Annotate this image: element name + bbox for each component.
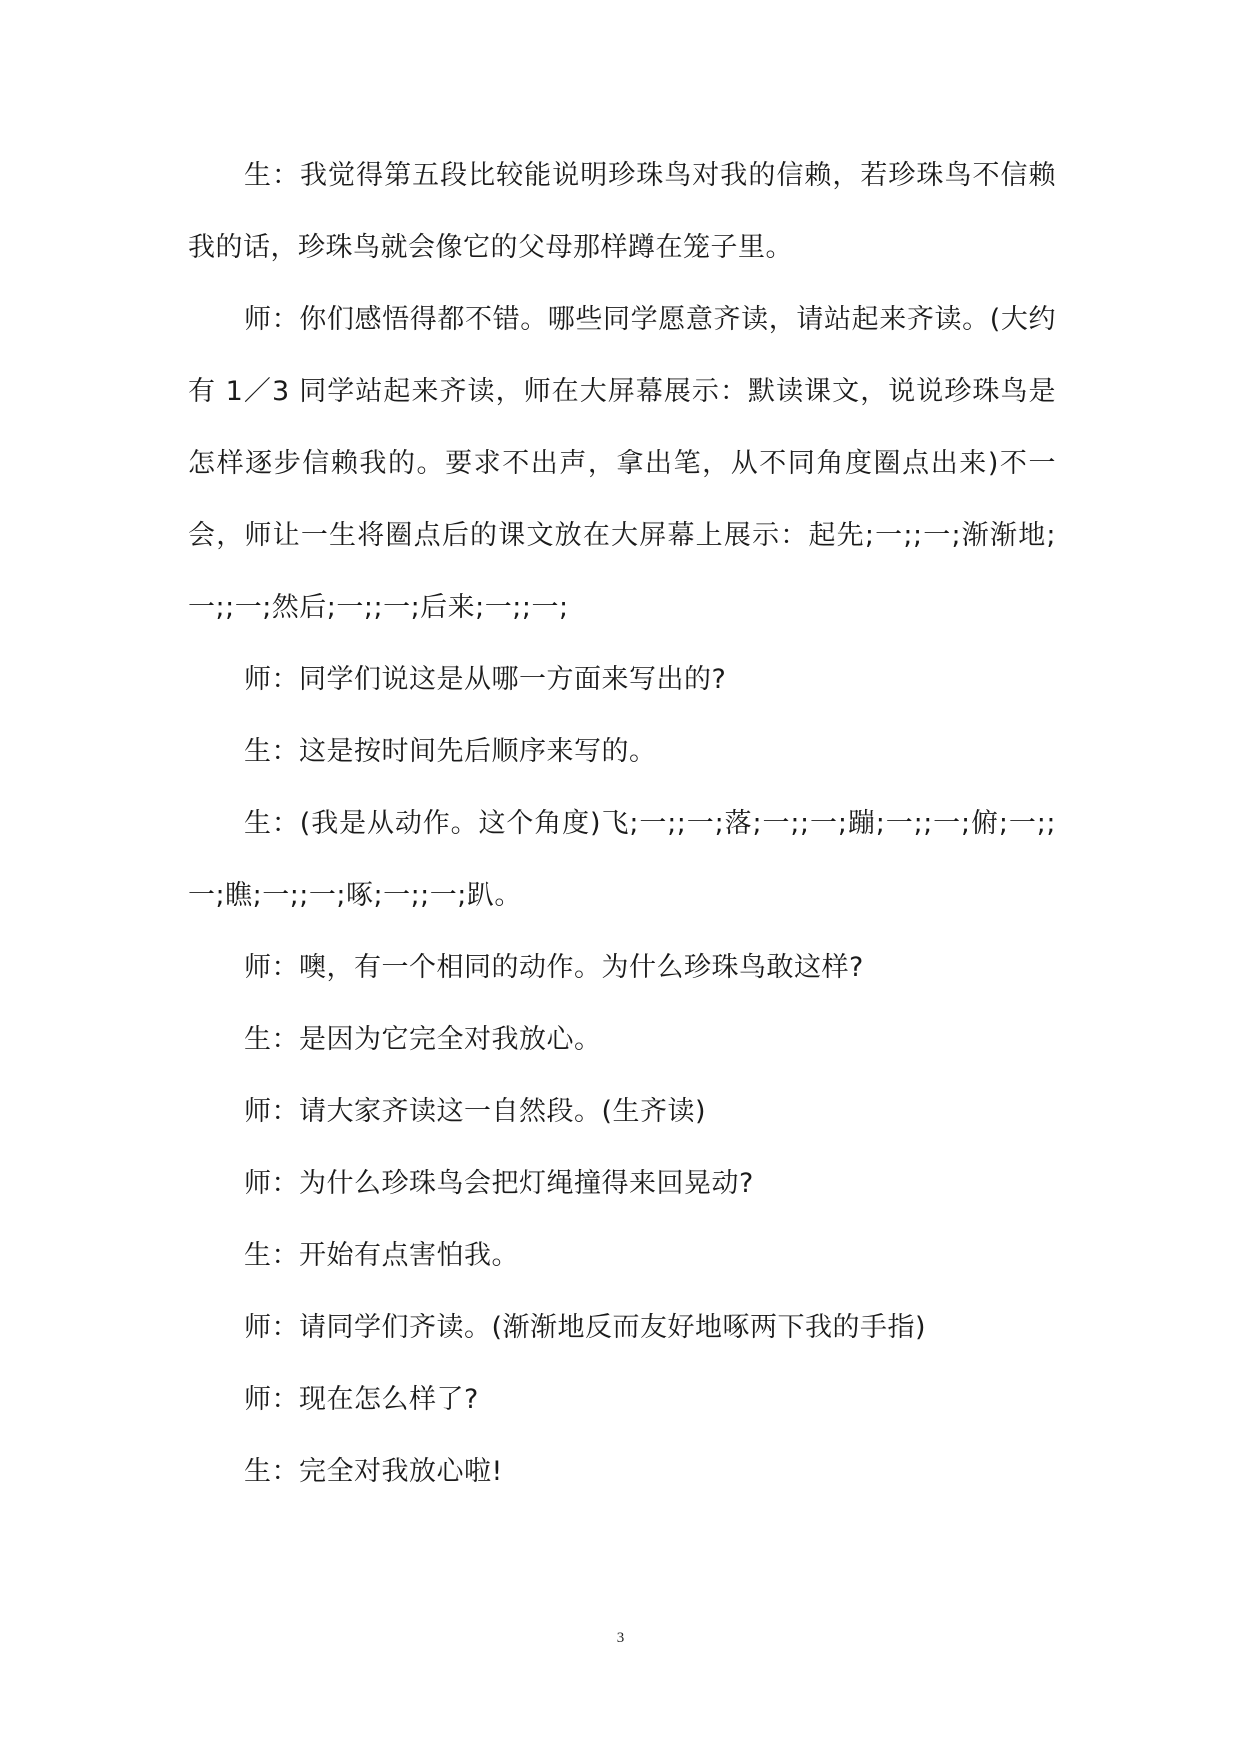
paragraph: 师：请同学们齐读。(渐渐地反而友好地啄两下我的手指) — [244, 1312, 927, 1343]
paragraph: 生：我觉得第五段比较能说明珍珠鸟对我的信赖，若珍珠鸟不信赖我的话，珍珠鸟就会像它的父母那样蹲在笼子里。 — [188, 160, 1056, 263]
paragraph: 师：噢，有一个相同的动作。为什么珍珠鸟敢这样? — [244, 952, 864, 983]
page-number: 3 — [616, 1630, 625, 1646]
paragraph: 师：现在怎么样了? — [244, 1384, 479, 1415]
document-body — [188, 140, 1056, 1508]
paragraph: 生：这是按时间先后顺序来写的。 — [244, 736, 657, 767]
paragraph: 师：为什么珍珠鸟会把灯绳撞得来回晃动? — [244, 1168, 754, 1199]
paragraph: 师：请大家齐读这一自然段。(生齐读) — [244, 1096, 707, 1127]
paragraph: 生：(我是从动作。这个角度)飞;一;;一;落;一;;一;蹦;一;;一;俯;一;;一;瞧;一;;一;啄;一;;一;趴。 — [188, 808, 1056, 911]
paragraph: 师：你们感悟得都不错。哪些同学愿意齐读，请站起来齐读。(大约有 1／3 同学站起来齐读，师在大屏幕展示：默读课文，说说珍珠鸟是怎样逐步信赖我的。要求不出声，拿出笔，从不同角度圈点出来)不一会，师让一生将圈点后的课文放在大屏幕上展示：起先;一;;一;渐渐地;一;;一;然后;一;;一;后来;一;;一; — [188, 304, 1056, 623]
paragraph: 生：是因为它完全对我放心。 — [244, 1024, 602, 1055]
paragraph: 生：开始有点害怕我。 — [244, 1240, 519, 1271]
paragraph: 师：同学们说这是从哪一方面来写出的? — [244, 664, 727, 695]
paragraph: 生：完全对我放心啦! — [244, 1456, 503, 1487]
